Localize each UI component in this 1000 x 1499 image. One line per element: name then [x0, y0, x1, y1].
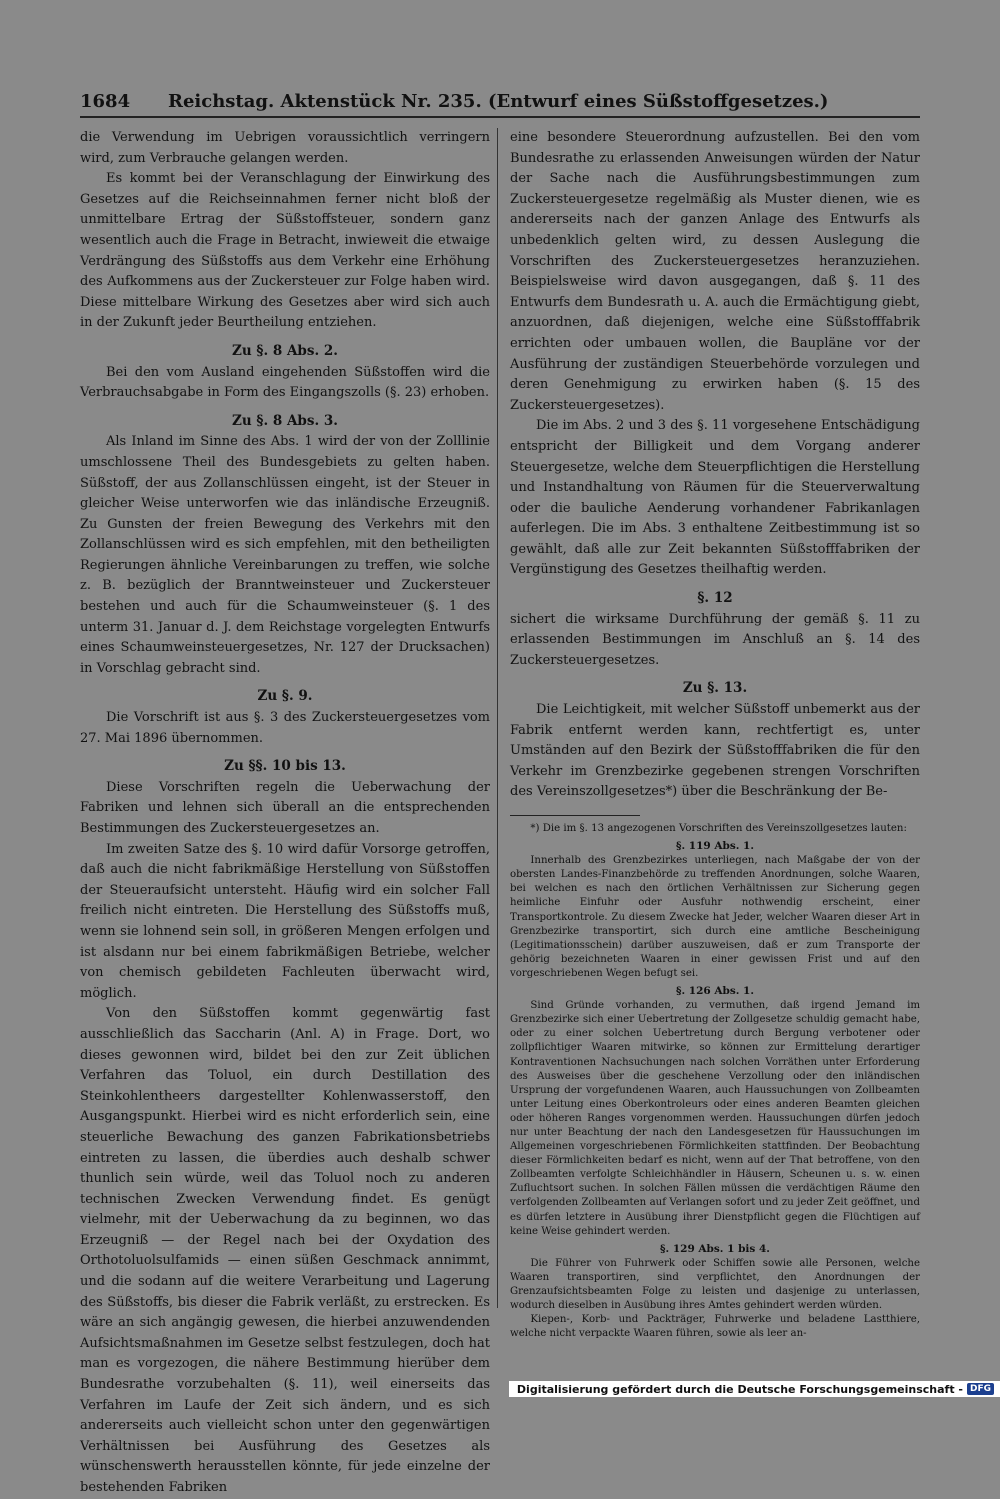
- credit-text: Digitalisierung gefördert durch die Deutsche Forschungsgemeinschaft -: [516, 1382, 963, 1396]
- paragraph: Von den Süßstoffen kommt gegenwärtig fast ausschließlich das Saccharin (Anl. A) in Frage. Dort, wo dieses gewonnen wird, bildet bei den zur Zeit üblichen Verfahren das Toluol, ein durch Destillation des Steinkohlentheers dargestellter Kohlenwasserstoff, den Ausgangspunkt. Hierbei wird es nicht erforderlich sein, eine steuerliche Bewachung des ganzen Fabrikationsbetriebs eintreten zu lassen, die überdies auch deshalb schwer thunlich sein würde, weil das Toluol noch zu anderen technischen Zwecken Verwendung findet. Es genügt vielmehr, mit der Ueberwachung da zu beginnen, wo das Erzeugniß — der Regel nach bei der Oxydation des Orthotoluolsulfamids — einen süßen Geschmack annimmt, und die sodann auf die weitere Verarbeitung und Lagerung des Süßstoffs, bis dieser die Fabrik verläßt, zu erstrecken. Es wäre an sich angängig gewesen, die hierbei anzuwendenden Aufsichtsmaßnahmen im Gesetze selbst festzulegen, doch hat man es vorgezogen, die nähere Bestimmung hierüber dem Bundesrathe vorzubehalten (§. 11), weil einerseits das Verfahren im Laufe der Zeit sich ändern, und es sich andererseits auch vielleicht schon unter den gegenwärtigen Verhältnissen bei Ausführung des Gesetzes als wünschenswerth herausstellen könnte, für jede einzelne der bestehenden Fabriken: [80, 1006, 490, 1495]
- paragraph: Die Leichtigkeit, mit welcher Süßstoff unbemerkt aus der Fabrik entfernt werden kann, rechtfertigt es, unter Umständen auf den Bezirk der Süßstofffabriken die für den Verkehr im Grenzbezirke gegebenen strengen Vorschriften des Vereinszollgesetzes*) über die Beschränkung der Be-: [510, 702, 920, 800]
- page-header: [80, 80, 920, 118]
- paragraph: Die im Abs. 2 und 3 des §. 11 vorgesehene Entschädigung entspricht der Billigkeit und dem Vorgang anderer Steuergesetze, welche dem Steuerpflichtigen die Herstellung und Instandhaltung von Räumen für die Steuerverwaltung oder die bauliche Aenderung vorhandener Fabrikanlagen auferlegen. Die im Abs. 3 enthaltene Zeitbestimmung ist so gewählt, daß alle zur Zeit bekannten Süßstofffabriken der Vergünstigung des Gesetzes theilhaftig werden.: [510, 418, 920, 578]
- section-heading: §. 12: [697, 590, 733, 607]
- section-heading: Zu §. 9.: [257, 688, 313, 705]
- footnote: [510, 822, 920, 1341]
- paragraph: die Verwendung im Uebrigen voraussichtlich verringern wird, zum Verbrauche gelangen werden.: [80, 130, 490, 166]
- header-title: Reichstag. Aktenstück Nr. 235. (Entwurf eines Süßstoffgesetzes.): [168, 91, 829, 112]
- paragraph: Es kommt bei der Veranschlagung der Einwirkung des Gesetzes auf die Reichseinnahmen ferner nicht bloß der unmittelbare Ertrag der Süßstoffsteuer, sondern ganz wesentlich auch die Frage in Betracht, inwieweit die etwaige Verdrängung des Süßstoffs aus dem Verkehr eine Erhöhung des Aufkommens aus der Zuckersteuer zur Folge haben wird. Diese mittelbare Wirkung des Gesetzes aber wird sich auch in der Zukunft jeder Beurtheilung entziehen.: [80, 171, 490, 331]
- footnote-heading: §. 129 Abs. 1 bis 4.: [660, 1242, 770, 1255]
- digitization-credit: [509, 1381, 1000, 1397]
- right-column: [510, 128, 920, 1341]
- paragraph: Als Inland im Sinne des Abs. 1 wird der von der Zolllinie umschlossene Theil des Bundesgebiets zu gelten haben. Süßstoff, der aus Zollanschlüssen eingeht, ist der Steuer in gleicher Weise unterworfen wie das inländische Erzeugniß. Zu Gunsten der freien Bewegung des Verkehrs mit den Zollanschlüssen wird es sich empfehlen, mit den betheiligten Regierungen ähnliche Vereinbarungen zu treffen, wie solche z. B. bezüglich der Branntweinsteuer und Zuckersteuer bestehen und auch für die Schaumweinsteuer (§. 1 des unterm 31. Januar d. J. dem Reichstage vorgelegten Entwurfs eines Schaumweinsteuergesetzes, Nr. 127 der Drucksachen) in Vorschlag gebracht sind.: [80, 434, 490, 676]
- section-heading: Zu §§. 10 bis 13.: [224, 758, 346, 775]
- footnote-intro: *) Die im §. 13 angezogenen Vorschriften des Vereinszollgesetzes lauten:: [530, 823, 907, 834]
- page-number: 1684: [80, 91, 131, 112]
- paragraph: Die Vorschrift ist aus §. 3 des Zuckersteuergesetzes vom 27. Mai 1896 übernommen.: [80, 710, 490, 746]
- dfg-logo-icon: DFG: [967, 1383, 994, 1395]
- footnote-paragraph: Innerhalb des Grenzbezirkes unterliegen, nach Maßgabe der von der obersten Landes-Finanzbehörde zu treffenden Anordnungen, solche Waaren, bei welchen es nach den örtlichen Verhältnissen zur Sicherung gegen heimliche Einfuhr oder Ausfuhr nothwendig erscheint, einer Transportkontrole. Zu diesem Zwecke hat Jeder, welcher Waaren dieser Art in Grenzbezirke transportirt, sich durch eine amtliche Bescheinigung (Legitimationsschein) darüber auszuweisen, daß er zum Transporte der gehörig bezeichneten Waaren in einer gewissen Frist und auf den vorgeschriebenen Wegen befugt sei.: [510, 855, 920, 979]
- paragraph: eine besondere Steuerordnung aufzustellen. Bei den vom Bundesrathe zu erlassenden Anweisungen würden der Natur der Sache nach die Ausführungsbestimmungen zum Zuckersteuergesetze regelmäßig als Muster dienen, wie es andererseits nach der ganzen Anlage des Entwurfs als unbedenklich gelten wird, zu dessen Auslegung die Vorschriften des Zuckersteuergesetzes heranzuziehen. Beispielsweise wird davon ausgegangen, daß §. 11 des Entwurfs dem Bundesrath u. A. auch die Ermächtigung giebt, anzuordnen, daß diejenigen, welche eine Süßstofffabrik errichten oder umbauen wollen, die Baupläne vor der Ausführung der zuständigen Steuerbehörde vorzulegen und deren Genehmigung zu erwirken haben (§. 15 des Zuckersteuergesetzes).: [510, 130, 920, 413]
- paragraph: sichert die wirksame Durchführung der gemäß §. 11 zu erlassenden Bestimmungen im Anschluß an §. 14 des Zuckersteuergesetzes.: [510, 611, 920, 668]
- footnote-paragraph: Sind Gründe vorhanden, zu vermuthen, daß irgend Jemand im Grenzbezirke sich einer Uebertretung der Zollgesetze schuldig gemacht habe, oder zu einer solchen Uebertretung durch Bergung verbotener oder zollpflichtiger Waaren mitwirke, so können zur Ermittelung derartiger Kontraventionen Nachsuchungen nach solchen Vorräthen unter Erforderung des Ausweises über die geschehene Verzollung oder den inländischen Ursprung der vorgefundenen Waaren, auch Haussuchungen von Zollbeamten unter Leitung eines Oberkontroleurs oder eines anderen Beamten gleichen oder höheren Ranges vorgenommen werden. Haussuchungen dürfen jedoch nur unter Beachtung der nach den Landesgesetzen für Haussuchungen im Allgemeinen vorgeschriebenen Förmlichkeiten stattfinden. Der Beobachtung dieser Förmlichkeiten bedarf es nicht, wenn auf der That betroffene, von den Zollbeamten verfolgte Schleichhändler in Häusern, Scheunen u. s. w. einen Zufluchtsort suchen. In solchen Fällen müssen die verdächtigen Räume den verfolgenden Zollbeamten auf Verlangen sofort und zu jeder Zeit geöffnet, und es dürfen letztere in Ausübung ihrer Dienstpflicht gegen die Flüchtigen auf keine Weise gehindert werden.: [510, 1000, 920, 1237]
- paragraph: Im zweiten Satze des §. 10 wird dafür Vorsorge getroffen, daß auch die nicht fabrikmäßige Herstellung von Süßstoffen der Steueraufsicht untersteht. Häufig wird ein solcher Fall freilich nicht eintreten. Die Herstellung des Süßstoffs muß, wenn sie lohnend sein soll, in größeren Mengen erfolgen und ist alsdann nur bei einem fabrikmäßigen Betriebe, welcher von chemisch gebildeten Fachleuten überwacht wird, möglich.: [80, 841, 490, 1001]
- section-heading: Zu §. 8 Abs. 2.: [232, 342, 338, 359]
- paragraph: Diese Vorschriften regeln die Ueberwachung der Fabriken und lehnen sich überall an die entsprechenden Bestimmungen des Zuckersteuergesetzes an.: [80, 779, 490, 836]
- footnote-rule: [510, 815, 640, 816]
- column-divider: [497, 128, 498, 1308]
- footnote-paragraph: Kiepen-, Korb- und Packträger, Fuhrwerke und beladene Lastthiere, welche nicht verpackte Waaren führen, sowie als leer an-: [510, 1314, 920, 1340]
- section-heading: Zu §. 13.: [682, 680, 748, 697]
- footnote-paragraph: Die Führer von Fuhrwerk oder Schiffen sowie alle Personen, welche Waaren transportiren, sind verpflichtet, den Anordnungen der Grenzaufsichtsbeamten Folge zu leisten und dasjenige zu unterlassen, wodurch dieselben in Ausübung ihres Amtes gehindert werden würden.: [510, 1257, 920, 1312]
- footnote-heading: §. 119 Abs. 1.: [675, 840, 755, 853]
- footnote-heading: §. 126 Abs. 1.: [675, 985, 755, 998]
- section-heading: Zu §. 8 Abs. 3.: [232, 412, 338, 429]
- paragraph: Bei den vom Ausland eingehenden Süßstoffen wird die Verbrauchsabgabe in Form des Eingangszolls (§. 23) erhoben.: [80, 364, 490, 401]
- left-column: [80, 128, 490, 1499]
